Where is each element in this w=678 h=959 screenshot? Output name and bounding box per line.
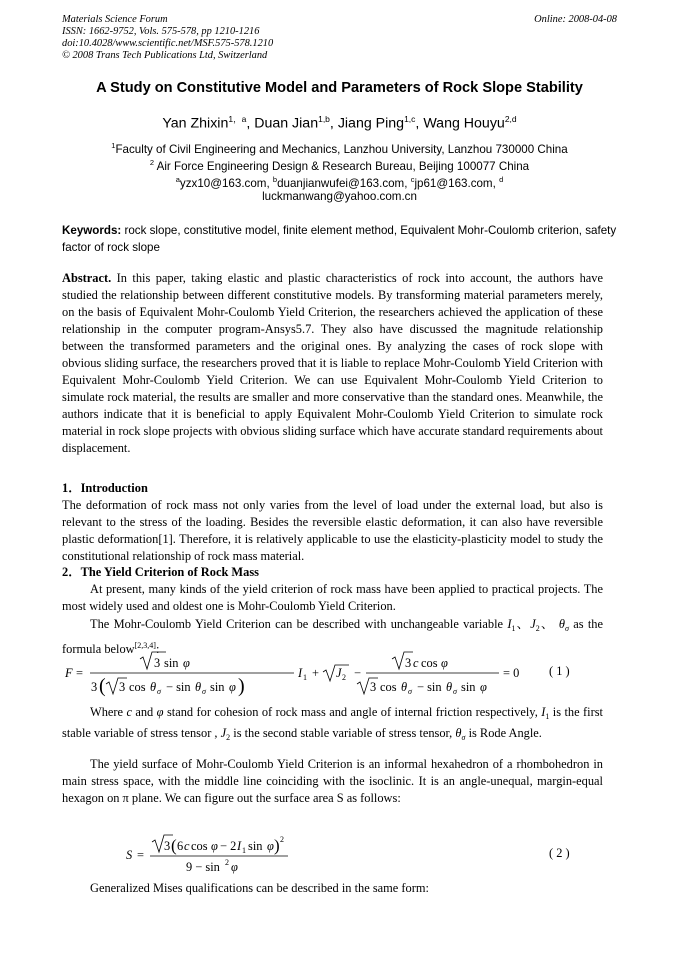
section-2-paragraph-5: Generalized Mises qualifications can be described in the same form: [90,881,429,895]
svg-text:− sin: − sin [417,680,442,694]
svg-text:− 2: − 2 [220,839,237,853]
svg-text:φ: φ [231,860,238,874]
svg-text:F: F [65,666,73,680]
keywords-label: Keywords: [62,224,122,237]
section-2-heading: 2．The Yield Criterion of Rock Mass [62,565,259,579]
paragraph-text: is Rode Angle. [468,726,542,740]
svg-text:6: 6 [177,839,184,853]
svg-text:3: 3 [164,839,171,853]
svg-text:J: J [336,666,342,680]
journal-header [62,14,617,62]
paragraph-text: is the first stable variable of stress tensor , [62,705,603,740]
svg-text:3: 3 [405,656,412,670]
svg-text:sin: sin [248,839,263,853]
author-name: Yan Zhixin [162,115,229,132]
svg-text:): ) [274,836,280,855]
svg-text:θ: θ [195,680,202,694]
svg-text:=: = [137,848,144,862]
svg-text:= 0: = 0 [503,666,520,680]
svg-text:S: S [126,848,133,862]
svg-text:φ: φ [441,656,448,670]
svg-text:φ: φ [229,680,236,694]
email-a: yzx10@163.com, [179,176,270,190]
abstract-text: In this paper, taking elastic and plastic characteristics of rock into account, the authors have studied the relationship between different constitutive models. By transforming material parameters merely, on the basis of Equivalent Mohr-Coulomb Yield Criterion, the researchers achieved the application of these relationship in the computer program-Ansys5.7. They also have discussed the magnitude relationship between the transformed parameters and the original ones. By analyzing the cases of rock slope with obvious sliding surface, the researchers proved that it is liable to replace Mohr-Coulomb Yield Criterion with Equivalent Mohr-Coulomb Yield Criterion. We can use Equivalent Mohr-Coulomb Yield Criterion to simulate rock material, the results are smaller and more conservative than the standard ones. Meanwhile, the authors indicate that it is beneficial to apply Equivalent Mohr-Coulomb Yield Criterion to simulate rock material in rock slope projects with obvious sliding surface which have accurate standard requirements about displacement. [62,271,603,455]
paragraph-text: The Mohr-Coulomb Yield Criterion can be described with unchangeable variable [90,617,504,631]
svg-text:I: I [298,666,303,680]
svg-text:− sin: − sin [166,680,191,694]
online-date: Online: 2008-04-08 [534,14,617,25]
email-b: duanjianwufei@163.com, [277,176,408,190]
author-list: Yan Zhixin$^{1,a}$, Duan Jian$^{1,b}$, Jiang Ping$^{1,c}$, Wang Houyu$^{2,d}$ [162,114,517,132]
svg-text:): ) [238,675,245,697]
section-2-paragraph-4: The yield surface of Mohr-Coulomb Yield Criterion is an informal hexahedron of a rhombohedron in main stress space, with the middle line coinciding with the isoclinic. It is an angle-unequal, margin-equal hexagon on π plane. We can figure out the surface area S as follows: [62,757,603,805]
doi-line: doi:10.4028/www.scientific.net/MSF.575-578.1210 [62,38,274,49]
issn-line: ISSN: 1662-9752, Vols. 575-578, pp 1210-1216 [62,26,260,37]
affiliation-text: Air Force Engineering Design & Research Bureau, Beijing 100077 China [154,159,530,173]
email-sup: b [272,175,278,184]
copyright-line: © 2008 Trans Tech Publications Ltd, Switzerland [62,50,268,61]
email-line-2 [62,190,617,204]
email-c: jp61@163.com, [414,176,496,190]
abstract-label: Abstract. [62,271,112,285]
svg-text:9 − sin: 9 − sin [186,860,220,874]
svg-text:σ: σ [408,687,412,696]
svg-text:c: c [184,839,190,853]
keywords [62,222,617,256]
author-sup: 1,b [318,114,330,124]
keywords-text: rock slope, constitutive model, finite element method, Equivalent Mohr-Coulomb criterion, safety factor of rock slope [62,224,617,254]
svg-text:φ: φ [267,839,274,853]
author-sup: 1，a [228,114,247,124]
svg-text:θ: θ [401,680,408,694]
equation-1-number: ( 1 ) [549,664,570,678]
svg-text:3: 3 [91,680,98,694]
svg-text:1: 1 [303,673,307,682]
svg-text:sin: sin [210,680,225,694]
svg-text:c: c [413,656,419,670]
section-2-paragraph-1: At present, many kinds of the yield criterion of rock mass have been applied to practical projects. The most widely used and oldest one is Mohr-Coulomb Yield Criterion. [62,582,603,613]
svg-text:3: 3 [119,680,126,694]
affiliation-text: Faculty of Civil Engineering and Mechanics, Lanzhou University, Lanzhou 730000 China [115,142,568,156]
svg-text:−: − [354,666,361,680]
svg-text:(: ( [171,836,177,855]
section-1-text: The deformation of rock mass not only varies from the level of load under the external load, but also is relevant to the stress of the loading. Besides the reversible elastic deformation, it can also have reversible plastic deformation[1]. Therefore, it is relatively applicable to use the elasticity-plasticity model to study the constitutional relationship of rock mass material. [62,498,603,563]
section-2-paragraph-2: The Mohr-Coulomb Yield Criterion can be described with unchangeable variable $I_1$、$J_2$、 $\theta_\sigma$ as the formula below[2,3,4]: [62,617,603,657]
svg-text:3: 3 [370,680,377,694]
svg-text:sin: sin [461,680,476,694]
email-line-1 [62,173,617,191]
svg-text:2: 2 [280,835,284,844]
author-sup: 1,c [404,114,416,124]
paragraph-text: stand for cohesion of rock mass and angle of internal friction respectively, [166,705,538,719]
svg-text:2: 2 [342,673,346,682]
email-sup: a [175,175,180,184]
email-sup: c [410,175,415,184]
svg-text:3: 3 [154,656,161,670]
citation: [2,3,4] [134,641,156,650]
author-name: Wang Houyu [423,115,505,132]
equation-1 [62,650,617,698]
svg-text:cos: cos [191,839,208,853]
affiliation-sup: 1 [111,141,116,150]
svg-text:θ: θ [150,680,157,694]
abstract [62,270,603,457]
journal-name: Materials Science Forum [62,14,168,25]
author-name: Jiang Ping [337,115,405,132]
equation-2-graphic [122,832,422,876]
svg-text:σ: σ [157,687,161,696]
equation-2-number: ( 2 ) [549,846,570,860]
svg-text:θ: θ [446,680,453,694]
author-sup: 2,d [504,114,517,124]
svg-text:φ: φ [183,656,190,670]
paper-title: A Study on Constitutive Model and Parameters of Rock Slope Stability [96,80,583,96]
svg-text:cos: cos [421,656,438,670]
email-d: luckmanwang@yahoo.com.cn [262,190,417,203]
svg-text:φ: φ [211,839,218,853]
svg-text:σ: σ [453,687,457,696]
svg-text:cos: cos [380,680,397,694]
svg-text:I: I [237,839,242,853]
section-1-heading: 1．Introduction [62,481,148,495]
svg-text:cos: cos [129,680,146,694]
svg-text:σ: σ [202,687,206,696]
author-name: Duan Jian [254,115,319,132]
svg-text:2: 2 [225,858,229,867]
svg-text:=: = [76,666,83,680]
paragraph-text: is the second stable variable of stress tensor, [233,726,453,740]
affiliation-sup: 2 [149,158,155,167]
section-2-paragraph-3: Where c and φ stand for cohesion of rock mass and angle of internal friction respectively, $I_1$ is the first stable variable of stress tensor , $J_2$ is the second stable variable of stress tensor, $\theta_\sigma$ is Rode Angle. [62,705,603,742]
email-sup: d [499,175,504,184]
svg-text:+: + [312,666,319,680]
svg-text:sin: sin [164,656,179,670]
affiliation-2 [62,156,617,174]
equation-2 [62,832,617,876]
svg-text:1: 1 [242,846,246,855]
svg-text:φ: φ [480,680,487,694]
svg-text:(: ( [99,675,106,697]
affiliation-1 [62,139,617,157]
equation-1-graphic [62,650,532,698]
paragraph-text: as the formula below [62,617,603,657]
